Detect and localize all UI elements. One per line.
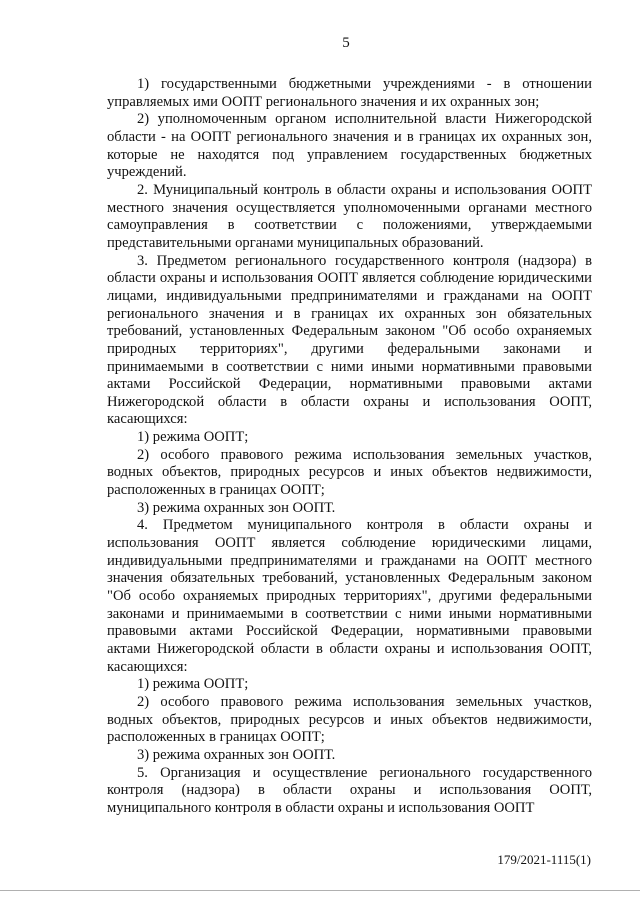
paragraph-2: 2. Муниципальный контроль в области охраны и использования ООПТ местного значения осуществляется уполномоченными органами местного самоуправления в соответствии с положениями, утверждаемыми представительными органами муниципальных образований. <box>107 181 592 251</box>
paragraph-4-1: 1) режима ООПТ; <box>137 676 249 693</box>
document-body <box>107 76 592 818</box>
paragraph-3-3: 3) режима охранных зон ООПТ. <box>137 499 336 516</box>
paragraph-4-3: 3) режима охранных зон ООПТ. <box>137 746 336 763</box>
document-code: 179/2021-1115(1) <box>497 852 591 867</box>
paragraph-3-1: 1) режима ООПТ; <box>137 429 249 446</box>
page-number: 5 <box>342 35 350 51</box>
paragraph-3: 3. Предметом регионального государственного контроля (надзора) в области охраны и использования ООПТ является соблюдение юридическими лицами, индивидуальными предпринимателями и гражданами на ООПТ регионального значения и в границах их охранных зон обязательных требований, установленных Федеральным законом "Об особо охраняемых природных территориях", другими федеральными законами и принимаемыми в соответствии с ними иными нормативными правовыми актами Российской Федерации, нормативными правовыми актами Нижегородской области в области охраны и использования ООПТ, касающихся: <box>107 252 592 428</box>
paragraph-3-2: 2) особого правового режима использования земельных участков, водных объектов, природных ресурсов и иных объектов недвижимости, расположенных в границах ООПТ; <box>107 446 592 499</box>
paragraph-5: 5. Организация и осуществление регионального государственного контроля (надзора) в области охраны и использования ООПТ, муниципального контроля в области охраны и использования ООПТ <box>107 764 592 816</box>
paragraph-4-2: 2) особого правового режима использования земельных участков, водных объектов, природных ресурсов и иных объектов недвижимости, расположенных в границах ООПТ; <box>107 693 592 746</box>
paragraph-4: 4. Предметом муниципального контроля в области охраны и использования ООПТ является соблюдение юридическими лицами, индивидуальными предпринимателями и гражданами на ООПТ местного значения обязательных требований, установленных Федеральным законом "Об особо охраняемых природных территориях", другими федеральными законами и принимаемыми в соответствии с ними иными нормативными правовыми актами Российской Федерации, нормативными правовыми актами Нижегородской области в области охраны и использования ООПТ, касающихся: <box>107 517 592 675</box>
paragraph-1-2: 2) уполномоченным органом исполнительной власти Нижегородской области - на ООПТ регионального значения и в границах их охранных зон, которые не находятся под управлением государственных бюджетных учреждений. <box>107 111 592 181</box>
paragraph-1-1: 1) государственными бюджетными учреждениями - в отношении управляемых ими ООПТ регионального значения и их охранных зон; <box>107 76 592 110</box>
scan-edge-divider <box>0 890 640 891</box>
